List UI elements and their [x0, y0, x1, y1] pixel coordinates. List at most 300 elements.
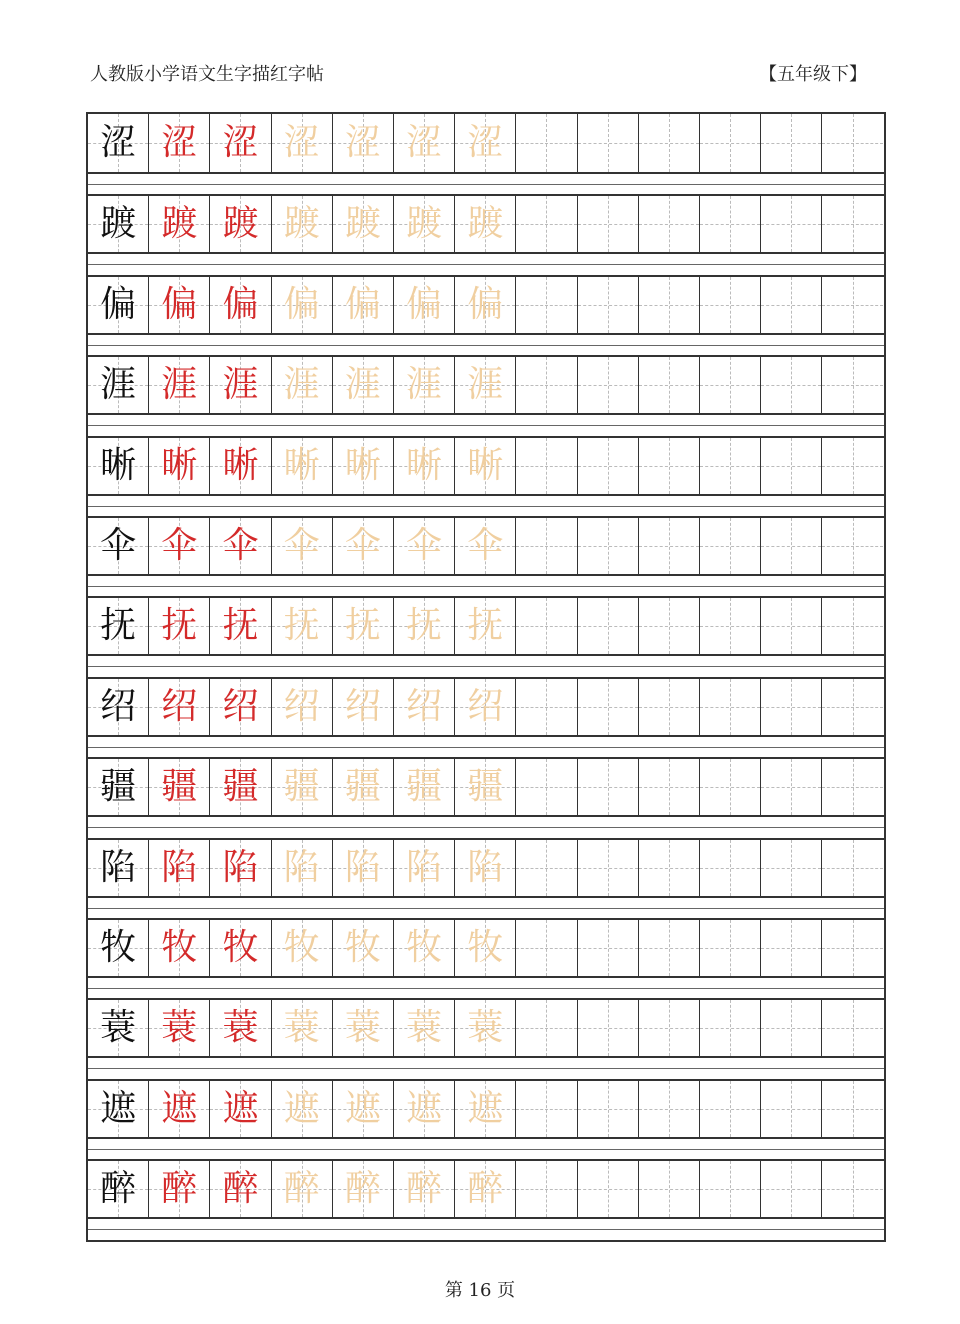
blank-practice-cell: [822, 598, 883, 654]
red-character-cell: [210, 1161, 271, 1217]
trace-character: 陷: [467, 846, 504, 888]
blank-practice-cell: [578, 1000, 639, 1056]
trace-character-cell: [272, 114, 333, 172]
trace-character-cell: [394, 438, 455, 494]
trace-character-cell: [455, 920, 516, 976]
trace-character-cell: [272, 840, 333, 896]
model-character-cell: [88, 1161, 149, 1217]
trace-character: 牧: [344, 927, 381, 968]
trace-character-cell: [455, 438, 516, 494]
model-character-cell: [88, 759, 149, 815]
model-character: 偏: [100, 283, 137, 325]
red-character-cell: [149, 196, 210, 252]
model-character-cell: [88, 438, 149, 494]
trace-character-cell: [333, 679, 394, 735]
blank-practice-cell: [761, 1081, 822, 1137]
practice-grid: [86, 112, 886, 1242]
blank-practice-cell: [761, 840, 822, 896]
trace-character: 踱: [283, 203, 320, 245]
trace-character-cell: [272, 438, 333, 494]
trace-character: 陷: [406, 846, 443, 888]
blank-practice-cell: [700, 679, 761, 735]
red-character: 抚: [222, 605, 259, 647]
row-gap-line: [88, 586, 884, 587]
model-character-cell: [88, 920, 149, 976]
trace-character-cell: [455, 518, 516, 574]
model-character: 醉: [100, 1168, 137, 1210]
trace-character: 牧: [406, 927, 443, 968]
red-character-cell: [210, 759, 271, 815]
red-character-cell: [149, 1081, 210, 1137]
blank-practice-cell: [822, 357, 883, 413]
model-character-cell: [88, 277, 149, 333]
blank-practice-cell: [761, 438, 822, 494]
trace-character: 蓑: [467, 1007, 504, 1049]
blank-practice-cell: [761, 277, 822, 333]
trace-character: 涯: [283, 364, 320, 406]
trace-character-cell: [455, 196, 516, 252]
row-gap-line: [88, 1229, 884, 1230]
blank-practice-cell: [639, 438, 700, 494]
red-character-cell: [210, 1081, 271, 1137]
trace-character: 遮: [467, 1087, 504, 1129]
trace-character-cell: [394, 277, 455, 333]
red-character-cell: [149, 840, 210, 896]
red-character: 陷: [222, 846, 259, 888]
trace-character: 晰: [344, 444, 381, 486]
trace-character-cell: [394, 598, 455, 654]
blank-practice-cell: [639, 759, 700, 815]
red-character-cell: [210, 438, 271, 494]
trace-character: 绍: [406, 685, 443, 727]
blank-practice-cell: [822, 920, 883, 976]
trace-character-cell: [272, 920, 333, 976]
red-character: 涩: [222, 122, 259, 163]
trace-character: 涩: [467, 122, 504, 163]
trace-character-cell: [272, 679, 333, 735]
row-gap-line: [88, 666, 884, 667]
red-character-cell: [149, 759, 210, 815]
blank-practice-cell: [761, 1000, 822, 1056]
trace-character: 踱: [467, 203, 504, 245]
trace-character: 绍: [344, 685, 381, 727]
model-character-cell: [88, 114, 149, 172]
model-character: 牧: [100, 927, 137, 968]
red-character: 涯: [222, 364, 259, 406]
trace-character-cell: [394, 679, 455, 735]
trace-character-cell: [272, 196, 333, 252]
trace-character: 抚: [283, 605, 320, 647]
trace-character-cell: [394, 518, 455, 574]
blank-practice-cell: [639, 277, 700, 333]
red-character: 晰: [222, 444, 259, 486]
red-character: 涩: [161, 122, 198, 163]
blank-practice-cell: [761, 114, 822, 172]
practice-row: [88, 275, 884, 335]
blank-practice-cell: [700, 1000, 761, 1056]
trace-character-cell: [272, 357, 333, 413]
blank-practice-cell: [822, 1161, 883, 1217]
red-character: 涯: [161, 364, 198, 406]
blank-practice-cell: [700, 759, 761, 815]
red-character-cell: [149, 518, 210, 574]
blank-practice-cell: [822, 438, 883, 494]
row-gap-line: [88, 827, 884, 828]
trace-character-cell: [333, 840, 394, 896]
trace-character-cell: [272, 598, 333, 654]
blank-practice-cell: [516, 840, 577, 896]
row-gap-line: [88, 908, 884, 909]
red-character: 醉: [161, 1168, 198, 1210]
red-character: 偏: [222, 283, 259, 325]
blank-practice-cell: [639, 679, 700, 735]
red-character-cell: [149, 1000, 210, 1056]
red-character: 踱: [222, 203, 259, 245]
row-gap-line: [88, 184, 884, 185]
trace-character: 牧: [467, 927, 504, 968]
red-character-cell: [210, 840, 271, 896]
red-character-cell: [210, 357, 271, 413]
trace-character-cell: [394, 1081, 455, 1137]
trace-character-cell: [455, 1000, 516, 1056]
red-character: 遮: [161, 1087, 198, 1129]
model-character-cell: [88, 1081, 149, 1137]
trace-character: 蓑: [344, 1007, 381, 1049]
trace-character: 蓑: [406, 1007, 443, 1049]
red-character-cell: [149, 438, 210, 494]
trace-character-cell: [394, 1161, 455, 1217]
red-character-cell: [149, 277, 210, 333]
model-character: 伞: [100, 525, 137, 566]
red-character-cell: [210, 598, 271, 654]
model-character: 绍: [100, 685, 137, 727]
blank-practice-cell: [516, 196, 577, 252]
red-character: 醉: [222, 1168, 259, 1210]
blank-practice-cell: [516, 114, 577, 172]
model-character: 抚: [100, 605, 137, 647]
blank-practice-cell: [516, 679, 577, 735]
blank-practice-cell: [761, 196, 822, 252]
blank-practice-cell: [700, 438, 761, 494]
model-character-cell: [88, 840, 149, 896]
blank-practice-cell: [639, 518, 700, 574]
red-character: 疆: [222, 766, 259, 808]
row-gap-line: [88, 506, 884, 507]
trace-character: 晰: [467, 444, 504, 486]
trace-character-cell: [272, 277, 333, 333]
row-gap-line: [88, 425, 884, 426]
blank-practice-cell: [700, 1081, 761, 1137]
blank-practice-cell: [822, 840, 883, 896]
trace-character-cell: [394, 196, 455, 252]
practice-row: [88, 1079, 884, 1139]
blank-practice-cell: [516, 1081, 577, 1137]
red-character: 踱: [161, 203, 198, 245]
blank-practice-cell: [639, 840, 700, 896]
blank-practice-cell: [639, 1161, 700, 1217]
blank-practice-cell: [578, 114, 639, 172]
practice-row: [88, 436, 884, 496]
red-character: 抚: [161, 605, 198, 647]
trace-character-cell: [272, 759, 333, 815]
model-character-cell: [88, 357, 149, 413]
blank-practice-cell: [578, 196, 639, 252]
trace-character: 涯: [467, 364, 504, 406]
trace-character: 偏: [406, 283, 443, 325]
blank-practice-cell: [639, 1081, 700, 1137]
blank-practice-cell: [700, 277, 761, 333]
trace-character-cell: [272, 1000, 333, 1056]
blank-practice-cell: [578, 598, 639, 654]
trace-character-cell: [272, 1161, 333, 1217]
practice-row: [88, 194, 884, 254]
trace-character-cell: [394, 840, 455, 896]
blank-practice-cell: [578, 357, 639, 413]
red-character-cell: [210, 277, 271, 333]
trace-character: 涯: [344, 364, 381, 406]
blank-practice-cell: [822, 518, 883, 574]
trace-character-cell: [455, 1161, 516, 1217]
trace-character-cell: [333, 518, 394, 574]
row-gap-line: [88, 1149, 884, 1150]
trace-character: 陷: [344, 846, 381, 888]
blank-practice-cell: [578, 277, 639, 333]
blank-practice-cell: [639, 357, 700, 413]
blank-practice-cell: [822, 1000, 883, 1056]
blank-practice-cell: [822, 1081, 883, 1137]
row-gap-line: [88, 264, 884, 265]
blank-practice-cell: [761, 598, 822, 654]
row-gap-line: [88, 988, 884, 989]
blank-practice-cell: [822, 114, 883, 172]
trace-character: 偏: [467, 283, 504, 325]
red-character-cell: [210, 1000, 271, 1056]
model-character-cell: [88, 518, 149, 574]
blank-practice-cell: [578, 920, 639, 976]
blank-practice-cell: [700, 114, 761, 172]
trace-character: 伞: [283, 525, 320, 566]
practice-row: [88, 838, 884, 898]
trace-character: 陷: [283, 846, 320, 888]
blank-practice-cell: [761, 357, 822, 413]
trace-character-cell: [455, 759, 516, 815]
blank-practice-cell: [639, 114, 700, 172]
trace-character-cell: [455, 114, 516, 172]
blank-practice-cell: [516, 1000, 577, 1056]
row-gap-line: [88, 1068, 884, 1069]
blank-practice-cell: [516, 598, 577, 654]
red-character-cell: [149, 920, 210, 976]
trace-character-cell: [333, 1081, 394, 1137]
blank-practice-cell: [578, 679, 639, 735]
blank-practice-cell: [578, 840, 639, 896]
red-character-cell: [149, 114, 210, 172]
trace-character: 伞: [467, 525, 504, 566]
model-character: 陷: [100, 846, 137, 888]
trace-character: 抚: [467, 605, 504, 647]
model-character-cell: [88, 598, 149, 654]
blank-practice-cell: [516, 518, 577, 574]
trace-character: 抚: [344, 605, 381, 647]
trace-character-cell: [333, 114, 394, 172]
trace-character: 醉: [406, 1168, 443, 1210]
trace-character-cell: [455, 598, 516, 654]
trace-character-cell: [455, 357, 516, 413]
blank-practice-cell: [822, 759, 883, 815]
red-character: 伞: [222, 525, 259, 566]
red-character-cell: [149, 598, 210, 654]
trace-character-cell: [333, 196, 394, 252]
model-character-cell: [88, 196, 149, 252]
red-character-cell: [210, 114, 271, 172]
red-character-cell: [149, 679, 210, 735]
practice-row: [88, 114, 884, 174]
practice-row: [88, 516, 884, 576]
blank-practice-cell: [639, 1000, 700, 1056]
trace-character: 蓑: [283, 1007, 320, 1049]
blank-practice-cell: [639, 196, 700, 252]
blank-practice-cell: [822, 277, 883, 333]
row-gap-line: [88, 345, 884, 346]
trace-character: 伞: [406, 525, 443, 566]
trace-character-cell: [333, 1161, 394, 1217]
blank-practice-cell: [578, 759, 639, 815]
blank-practice-cell: [700, 598, 761, 654]
trace-character: 涯: [406, 364, 443, 406]
red-character-cell: [210, 920, 271, 976]
trace-character: 踱: [406, 203, 443, 245]
red-character: 伞: [161, 525, 198, 566]
blank-practice-cell: [516, 438, 577, 494]
trace-character-cell: [272, 1081, 333, 1137]
red-character: 偏: [161, 283, 198, 325]
blank-practice-cell: [578, 1161, 639, 1217]
trace-character-cell: [394, 357, 455, 413]
trace-character: 疆: [467, 766, 504, 808]
blank-practice-cell: [578, 1081, 639, 1137]
blank-practice-cell: [578, 518, 639, 574]
model-character-cell: [88, 679, 149, 735]
model-character: 遮: [100, 1087, 137, 1129]
red-character: 牧: [222, 927, 259, 968]
trace-character: 疆: [344, 766, 381, 808]
red-character: 绍: [222, 685, 259, 727]
trace-character: 晰: [406, 444, 443, 486]
row-gap-line: [88, 747, 884, 748]
trace-character-cell: [333, 357, 394, 413]
red-character: 晰: [161, 444, 198, 486]
practice-row: [88, 355, 884, 415]
blank-practice-cell: [761, 679, 822, 735]
trace-character: 涩: [406, 122, 443, 163]
practice-row: [88, 1159, 884, 1219]
model-character: 蓑: [100, 1007, 137, 1049]
trace-character: 涩: [283, 122, 320, 163]
blank-practice-cell: [516, 920, 577, 976]
red-character: 蓑: [161, 1007, 198, 1049]
model-character: 踱: [100, 203, 137, 245]
header-title: 人教版小学语文生字描红字帖: [90, 64, 324, 85]
trace-character-cell: [333, 277, 394, 333]
trace-character: 醉: [467, 1168, 504, 1210]
red-character-cell: [210, 679, 271, 735]
blank-practice-cell: [822, 679, 883, 735]
blank-practice-cell: [639, 920, 700, 976]
trace-character-cell: [272, 518, 333, 574]
model-character: 涯: [100, 364, 137, 406]
trace-character: 遮: [344, 1087, 381, 1129]
blank-practice-cell: [516, 1161, 577, 1217]
blank-practice-cell: [700, 1161, 761, 1217]
blank-practice-cell: [761, 518, 822, 574]
trace-character-cell: [394, 1000, 455, 1056]
trace-character-cell: [333, 759, 394, 815]
blank-practice-cell: [761, 759, 822, 815]
red-character: 陷: [161, 846, 198, 888]
red-character: 遮: [222, 1087, 259, 1129]
trace-character: 绍: [467, 685, 504, 727]
trace-character: 踱: [344, 203, 381, 245]
red-character-cell: [210, 196, 271, 252]
red-character-cell: [149, 357, 210, 413]
trace-character: 绍: [283, 685, 320, 727]
blank-practice-cell: [700, 518, 761, 574]
page-number: 第 16 页: [444, 1280, 516, 1301]
header-grade: 【五年级下】: [759, 64, 867, 85]
trace-character-cell: [455, 277, 516, 333]
blank-practice-cell: [761, 1161, 822, 1217]
blank-practice-cell: [700, 840, 761, 896]
blank-practice-cell: [700, 920, 761, 976]
practice-row: [88, 596, 884, 656]
trace-character: 醉: [283, 1168, 320, 1210]
trace-character: 偏: [344, 283, 381, 325]
model-character: 疆: [100, 766, 137, 808]
red-character-cell: [149, 1161, 210, 1217]
model-character: 晰: [100, 444, 137, 486]
red-character: 绍: [161, 685, 198, 727]
trace-character-cell: [394, 759, 455, 815]
blank-practice-cell: [578, 438, 639, 494]
trace-character: 偏: [283, 283, 320, 325]
blank-practice-cell: [516, 759, 577, 815]
red-character: 蓑: [222, 1007, 259, 1049]
red-character: 疆: [161, 766, 198, 808]
trace-character-cell: [333, 438, 394, 494]
red-character-cell: [210, 518, 271, 574]
trace-character: 疆: [406, 766, 443, 808]
practice-row: [88, 677, 884, 737]
trace-character-cell: [455, 840, 516, 896]
model-character: 涩: [100, 122, 137, 163]
blank-practice-cell: [516, 357, 577, 413]
blank-practice-cell: [822, 196, 883, 252]
blank-practice-cell: [761, 920, 822, 976]
trace-character: 牧: [283, 927, 320, 968]
trace-character: 晰: [283, 444, 320, 486]
trace-character-cell: [394, 114, 455, 172]
trace-character-cell: [333, 920, 394, 976]
trace-character-cell: [333, 598, 394, 654]
blank-practice-cell: [700, 357, 761, 413]
blank-practice-cell: [700, 196, 761, 252]
trace-character-cell: [455, 1081, 516, 1137]
trace-character: 涩: [344, 122, 381, 163]
trace-character-cell: [333, 1000, 394, 1056]
trace-character-cell: [394, 920, 455, 976]
practice-row: [88, 918, 884, 978]
trace-character: 遮: [406, 1087, 443, 1129]
